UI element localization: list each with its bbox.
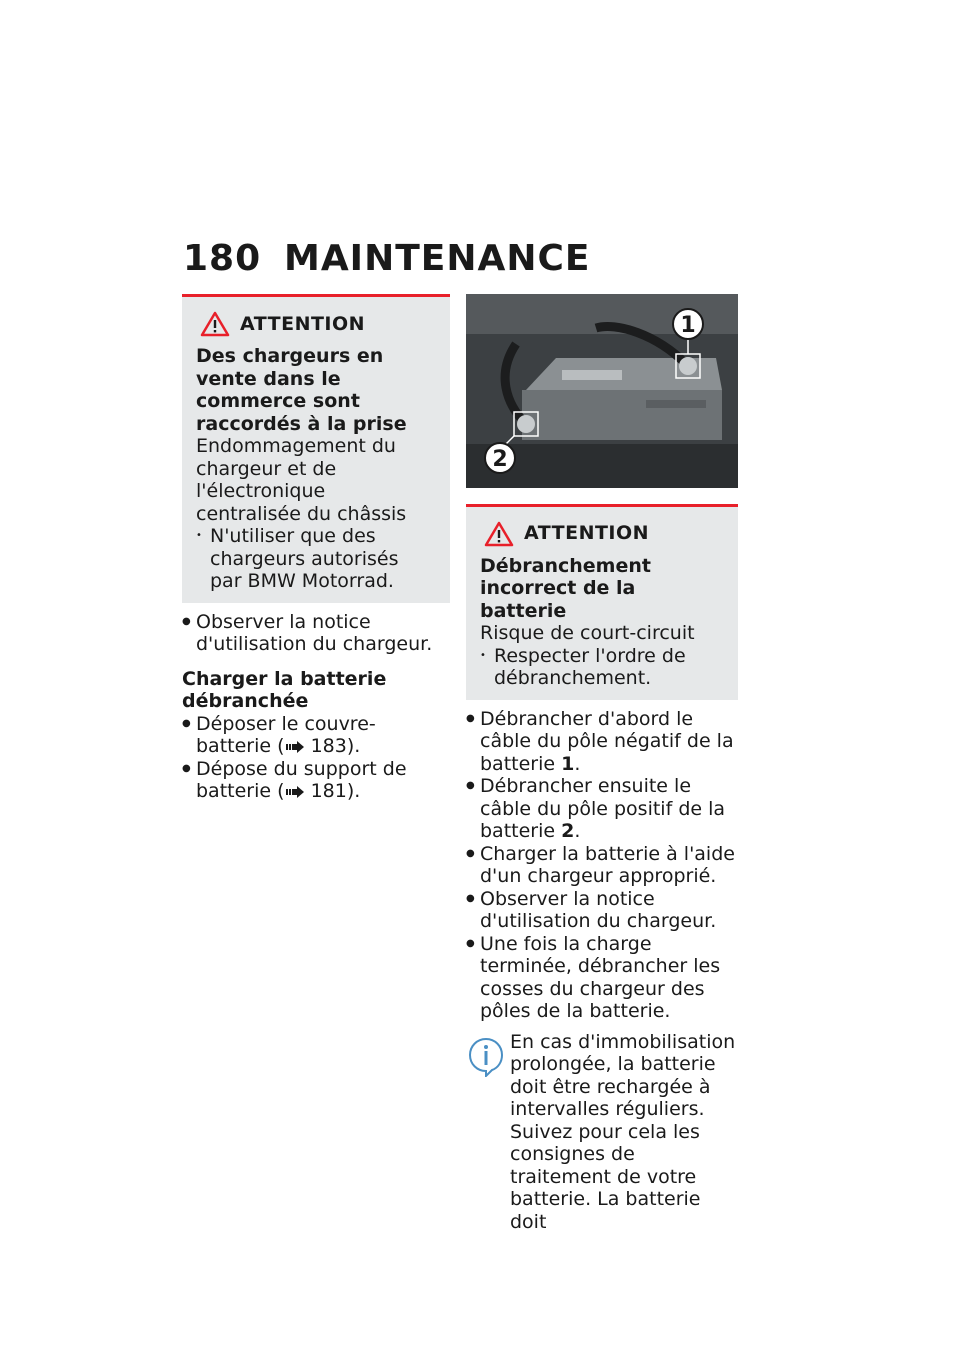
reference-page: 183). <box>310 735 361 757</box>
attention-action-text: N'utiliser que des chargeurs autorisés par BMW Motorrad. <box>210 525 399 592</box>
bullet-icon: • <box>196 530 202 541</box>
callout-ref: 1 <box>561 752 575 775</box>
attention-label: ATTENTION <box>524 522 650 545</box>
list-item <box>182 713 450 758</box>
step-text: Observer la notice d'utilisation du chargeur. <box>480 887 717 932</box>
list-item <box>182 611 450 656</box>
reference-arrow-icon <box>285 786 305 798</box>
attention-label: ATTENTION <box>240 312 366 335</box>
info-text: En cas d'immobilisation prolongée, la batterie doit être rechargée à intervalles réguliers. Suivez pour cela les consignes de traitement de votre batterie. La batterie doit <box>510 1030 736 1233</box>
step-text: Observer la notice d'utilisation du chargeur. <box>196 610 433 655</box>
callout-ref: 2 <box>561 820 575 842</box>
attention-action-text: Respecter l'ordre de débranchement. <box>494 644 686 689</box>
attention-consequence: Endommagement du chargeur et de l'électronique centralisée du châssis <box>196 435 407 525</box>
page-number: 180 <box>183 238 262 279</box>
list-item <box>466 843 738 888</box>
step-text: Dépose du support de batterie <box>196 757 407 802</box>
step-text: Déposer le couvre-batterie <box>196 712 376 757</box>
list-item: ● Débrancher d'abord le câble du pôle négatif de la batterie 1. <box>466 707 734 775</box>
attention-box-charger <box>182 294 450 603</box>
battery-photo <box>466 294 738 488</box>
bullet-icon: ● <box>466 892 475 904</box>
list-item <box>466 888 738 933</box>
page-title: MAINTENANCE <box>284 238 591 279</box>
info-icon <box>468 1037 504 1077</box>
left-column <box>182 294 450 803</box>
section-heading: Charger la batterie débranchée <box>182 667 387 712</box>
bullet-icon: ● <box>466 712 475 724</box>
attention-consequence: Risque de court-circuit <box>480 622 695 644</box>
step-text: Débrancher ensuite le câble du pôle positif de la batterie <box>480 775 726 842</box>
attention-box-disconnect <box>466 504 738 700</box>
attention-header <box>484 521 724 547</box>
callout-2: 2 <box>492 447 508 472</box>
right-column <box>466 294 738 1233</box>
bullet-icon: ● <box>466 937 475 949</box>
page-reference[interactable]: ( 181). <box>277 780 361 802</box>
bullet-icon: ● <box>466 780 475 791</box>
step-text: Débrancher d'abord le câble du pôle négatif de la batterie <box>480 707 734 775</box>
bullet-icon: ● <box>182 762 191 774</box>
page-reference[interactable]: ( 183). <box>277 735 361 757</box>
attention-action <box>196 525 436 593</box>
attention-header <box>200 311 436 337</box>
step-text: Charger la batterie à l'aide d'un chargeur approprié. <box>480 842 735 887</box>
info-note <box>466 1031 738 1234</box>
attention-bold-text: Des chargeurs en vente dans le commerce sont raccordés à la prise <box>196 345 407 435</box>
callout-1: 1 <box>680 313 696 338</box>
bullet-icon: • <box>480 649 486 661</box>
list-item <box>466 933 738 1023</box>
bullet-icon: ● <box>182 717 191 729</box>
warning-triangle-icon <box>484 521 514 547</box>
reference-arrow-icon <box>285 741 305 753</box>
attention-action <box>480 645 724 690</box>
bullet-icon: ● <box>466 847 475 859</box>
warning-triangle-icon <box>200 311 230 337</box>
step-text: Une fois la charge terminée, débrancher les cosses du chargeur des pôles de la batterie. <box>480 932 721 1022</box>
bullet-icon: ● <box>182 615 191 627</box>
list-item <box>182 758 450 803</box>
list-item: ● Débrancher ensuite le câble du pôle positif de la batterie 2. <box>466 775 726 842</box>
reference-page: 181). <box>310 780 361 802</box>
attention-bold-text: Débranchement incorrect de la batterie <box>480 554 651 622</box>
